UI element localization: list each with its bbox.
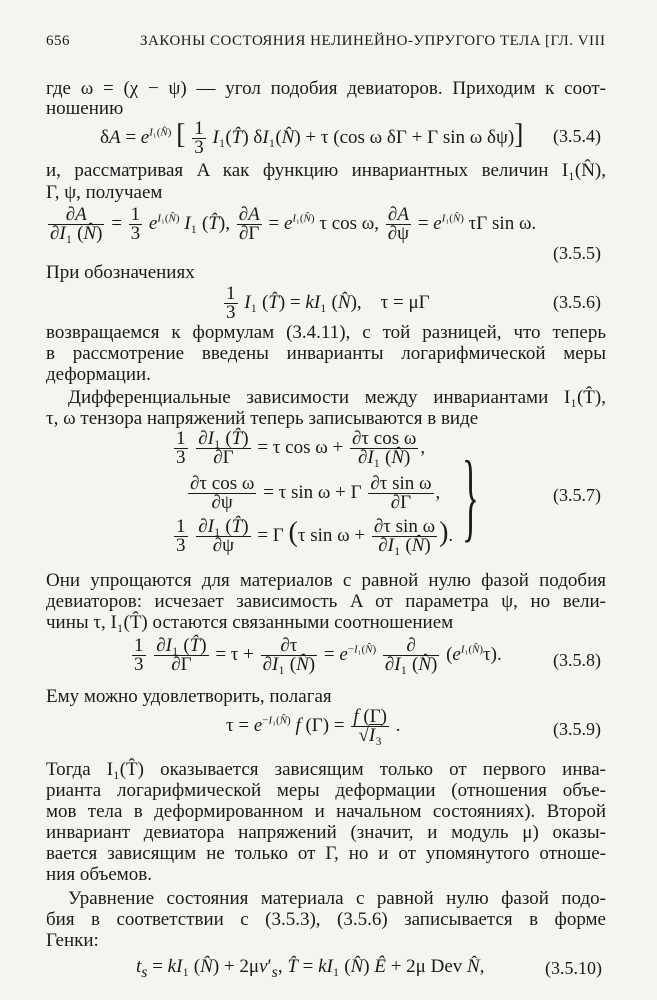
eq-number-3-5-7: (3.5.7) bbox=[553, 485, 601, 505]
eq-number-3-5-10: (3.5.10) bbox=[545, 958, 602, 978]
text-line: ношению bbox=[46, 98, 124, 119]
eq-number-3-5-9: (3.5.9) bbox=[553, 719, 601, 739]
text-line: τ, ω тензора напряжений теперь записываются в виде bbox=[46, 408, 479, 429]
text-line: ния объемов. bbox=[46, 864, 153, 885]
text-line: Дифференциальные зависимости между инвариантами I₁(T̂), bbox=[68, 387, 606, 408]
eq-number-3-5-6: (3.5.6) bbox=[553, 292, 601, 312]
eq-3-5-4-body: $\delta A = e^{I_1(N̂)}$ [ $\frac{1}{3}$ I₁(T̂) δI₁(N̂) + τ (cos ω δΓ + Γ sin ω δψ)] bbox=[100, 118, 524, 158]
text-line: Ему можно удовлетворить, полагая bbox=[46, 686, 332, 707]
text-line: деформации. bbox=[46, 364, 151, 385]
equation-3-5-6: $\frac{1}{3}$ I₁ (T̂) = kI₁ (N̂), τ = μΓ bbox=[226, 283, 430, 323]
page-number: 656 bbox=[46, 33, 70, 49]
equation-3-5-5: $\frac{\partial A}{\text{∂I₁ (N̂)}}$ = $\frac{1}{3}$ $e^{I_1(N̂)}$ I₁ (T̂), $\frac{\partial A}{\partial\Gamma}$ = $e^{I_1(N̂)}$ τ cos ω, $\frac{\partial A}{\partial\psi}$ = $e^{I_1(N̂)}$ τΓ sin ω. bbox=[50, 204, 537, 244]
equation-3-5-8: $\frac{1}{3}$ $\frac{\text{∂I₁ (T̂)}}{\partial\Gamma}$ = τ + $\frac{\partial\tau}{\text{∂I₁ (N̂)}}$ = $e^{-I_1(N̂)}$ $\frac{\partial}{\text{∂I₁ (N̂)}}$ $(e^{I_1(N̂)}\tau)$. bbox=[134, 635, 502, 675]
text-line: Они упрощаются для материалов с равной нулю фазой подобия bbox=[46, 570, 606, 591]
eq-number-3-5-8: (3.5.8) bbox=[553, 650, 601, 670]
chapter-label: [ГЛ. VIII bbox=[545, 33, 606, 49]
equation-3-5-7-row-1: $\frac{1}{3}$ $\frac{\text{∂I₁ (T̂)}}{\partial\Gamma}$ = τ cos ω + $\frac{\text{∂τ cos ω}}{\text{∂I₁ (N̂)}}$ , bbox=[176, 428, 426, 468]
text-line: и, рассматривая A как функцию инвариантных величин I₁(N̂), bbox=[46, 160, 606, 181]
text-line: Генки: bbox=[46, 930, 99, 951]
text-line: где ω = (χ − ψ) — угол подобия девиаторов. Приходим к соот- bbox=[46, 78, 606, 99]
equation-3-5-4 bbox=[100, 120, 524, 157]
text-line: мов тела в деформированном и начальном состояниях). Второй bbox=[46, 801, 606, 822]
text-line: Тогда I₁(T̂) оказывается зависящим только от первого инва- bbox=[46, 759, 606, 780]
text-line: Уравнение состояния материала с равной нулю фазой подо- bbox=[68, 888, 606, 909]
equation-3-5-10: $t_s = kI_1$ (N̂) + $2\mu v'_s$, T̂ = kI₁ (N̂) Ê + 2μ Dev N̂, bbox=[136, 956, 485, 981]
text-line: При обозначениях bbox=[46, 262, 195, 283]
right-brace-icon: } bbox=[462, 440, 479, 551]
text-line: девиаторов: исчезает зависимость A от параметра ψ, но вели- bbox=[46, 591, 606, 612]
text-line: чины τ, I₁(T̂) остаются связанными соотношением bbox=[46, 612, 454, 633]
running-title: ЗАКОНЫ СОСТОЯНИЯ НЕЛИНЕЙНО-УПРУГОГО ТЕЛА bbox=[140, 33, 542, 49]
text-line: бия в соответствии с (3.5.3), (3.5.6) записывается в форме bbox=[46, 909, 606, 930]
text-line: в рассмотрение введены инварианты логарифмической меры bbox=[46, 343, 606, 364]
eq-number-3-5-5: (3.5.5) bbox=[553, 243, 601, 263]
text-line: рианта логарифмической меры деформации (отношения объе- bbox=[46, 780, 606, 801]
text-line: инвариант девиатора напряжений (значит, и модуль μ) оказы- bbox=[46, 822, 606, 843]
text-line: вается зависящим не только от Γ, но и от упомянутого отноше- bbox=[46, 843, 606, 864]
text-line: возвращаемся к формулам (3.4.11), с той разницей, что теперь bbox=[46, 322, 606, 343]
equation-3-5-7-row-2: $\frac{\text{∂τ cos ω}}{\partial\psi}$ = τ sin ω + Γ $\frac{\text{∂τ sin ω}}{\partial\Gamma}$ , bbox=[190, 473, 441, 513]
equation-3-5-9: $\tau = e^{-I_1(N̂)}$ f (Γ) = $\frac{f (\Gamma)}{\text{√I₃}}$ . bbox=[226, 706, 401, 746]
eq-number-3-5-4: (3.5.4) bbox=[553, 126, 601, 146]
text-line: Γ, ψ, получаем bbox=[46, 182, 163, 203]
equation-3-5-7-row-3: $\frac{1}{3}$ $\frac{\text{∂I₁ (T̂)}}{\partial\psi}$ = Γ (τ sin ω + $\frac{\text{∂τ sin ω}}{\text{∂I₁ (N̂)}}$ ). bbox=[176, 516, 454, 556]
